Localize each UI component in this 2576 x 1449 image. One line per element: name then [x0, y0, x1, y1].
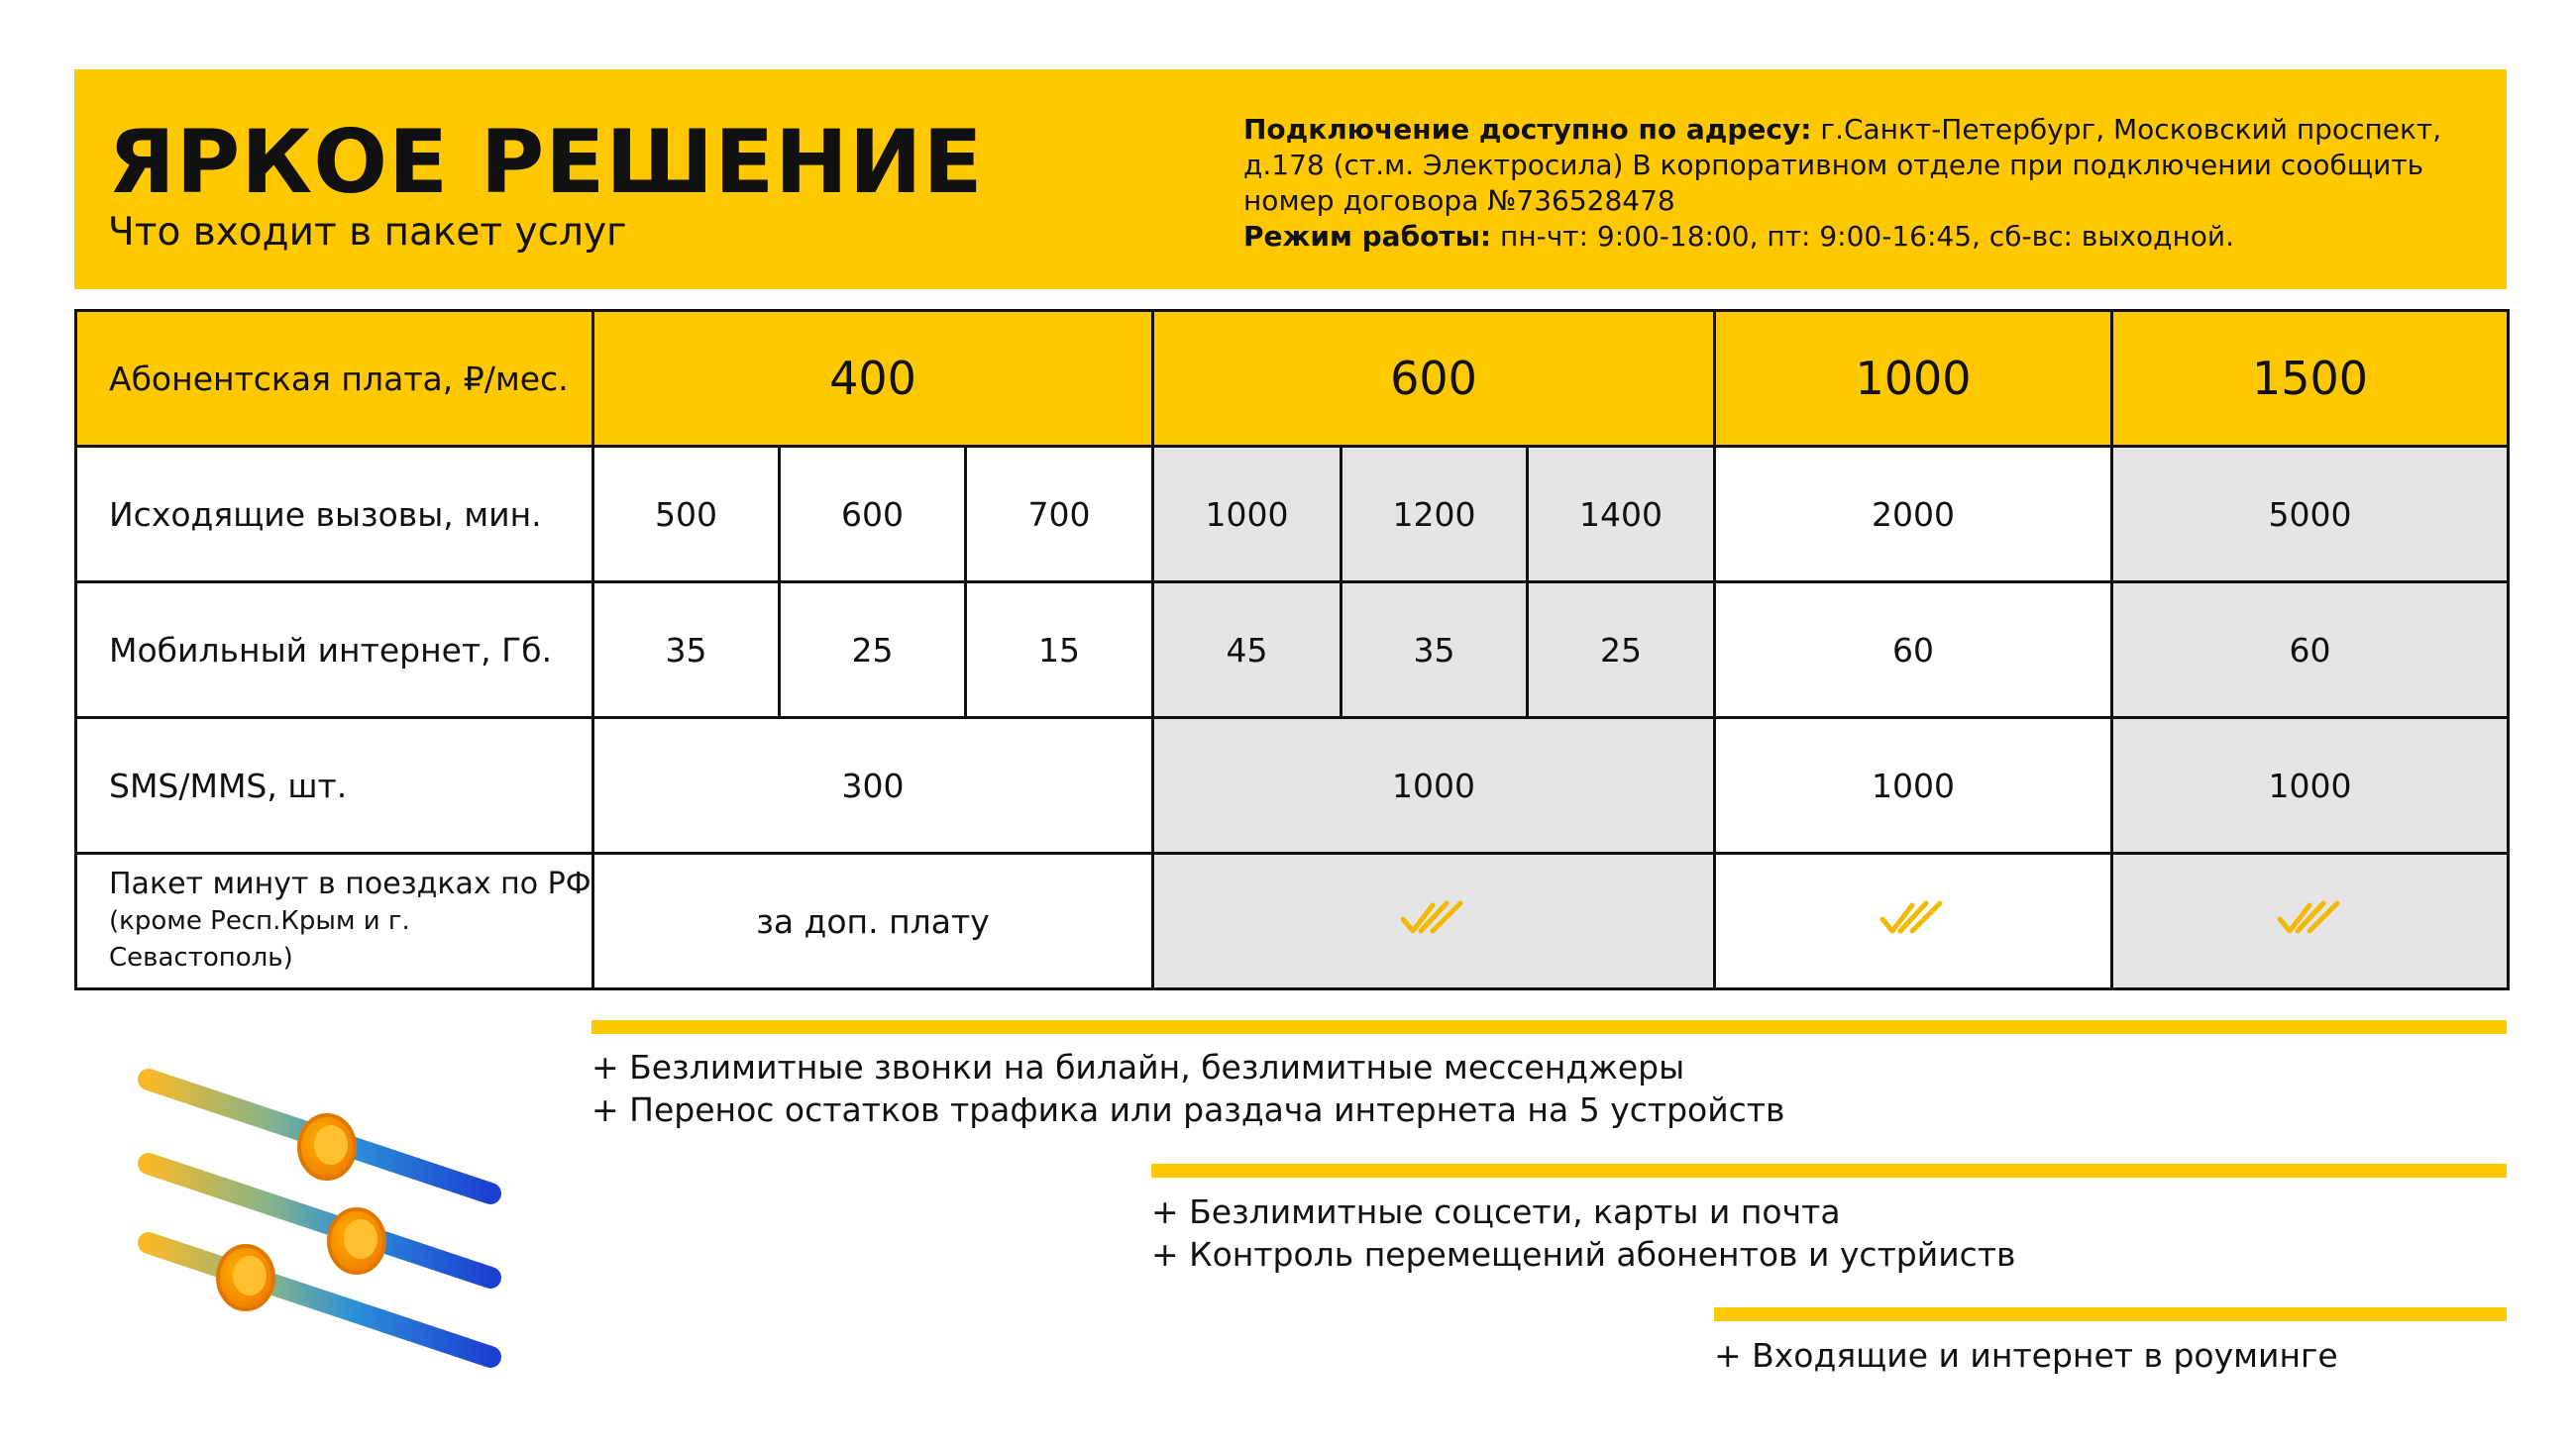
feature-bar-3: [1714, 1307, 2507, 1321]
page-title: ЯРКОЕ РЕШЕНИЕ: [108, 111, 984, 213]
table-cell: 60: [1715, 582, 2112, 718]
address-label: Подключение доступно по адресу:: [1243, 113, 1812, 146]
table-cell: 25: [1528, 582, 1715, 718]
feature-group-1: [591, 1046, 1784, 1131]
table-row-fee: [76, 311, 2509, 447]
table-cell: 25: [780, 582, 966, 718]
header-banner: [74, 69, 2507, 289]
list-item: + Безлимитные звонки на билайн, безлимитные мессенджеры: [591, 1048, 1685, 1087]
table-cell: 700: [966, 447, 1153, 582]
list-item: + Перенос остатков трафика или раздача интернета на 5 устройств: [591, 1090, 1785, 1129]
double-check-icon: [2276, 897, 2345, 937]
table-cell: 35: [1342, 582, 1528, 718]
trips-label-sub: (кроме Респ.Крым и г. Севастополь): [109, 906, 410, 973]
table-cell: 1400: [1528, 447, 1715, 582]
address-block: [1243, 112, 2442, 255]
table-cell: [2112, 854, 2509, 989]
double-check-icon: [1878, 897, 1948, 937]
table-cell: 500: [593, 447, 780, 582]
table-cell: 1200: [1342, 447, 1528, 582]
table-cell: 1000: [2112, 718, 2509, 854]
table-row-internet: [76, 582, 2509, 718]
table-cell: 300: [593, 718, 1153, 854]
table-cell: 5000: [2112, 447, 2509, 582]
fee-label: Абонентская плата, ₽/мес.: [76, 311, 593, 447]
feature-group-2: [1151, 1190, 2015, 1276]
table-cell: 35: [593, 582, 780, 718]
feature-group-3: [1714, 1334, 2338, 1377]
table-cell: [1715, 854, 2112, 989]
table-row-trips: [76, 854, 2509, 989]
address-text: г.Санкт-Петербург, Московский проспект, д.178 (ст.м. Электросила) В корпоративном отделе при подключении сообщить номер договора №736528478: [1243, 113, 2442, 217]
double-check-icon: [1399, 897, 1468, 937]
trips-label-main: Пакет минут в поездках по РФ: [109, 867, 591, 901]
list-item: + Входящие и интернет в роуминге: [1714, 1336, 2338, 1375]
table-cell: 2000: [1715, 447, 2112, 582]
price-1000: 1000: [1715, 311, 2112, 447]
tariff-table: [74, 309, 2510, 990]
list-item: + Контроль перемещений абонентов и устрйиств: [1151, 1235, 2016, 1274]
page-subtitle: Что входит в пакет услуг: [108, 210, 627, 255]
feature-bar-2: [1151, 1164, 2507, 1178]
table-cell: 60: [2112, 582, 2509, 718]
trips-label: [76, 854, 593, 989]
price-1500: 1500: [2112, 311, 2509, 447]
table-cell: 15: [966, 582, 1153, 718]
table-cell: 600: [780, 447, 966, 582]
table-cell: 1000: [1153, 447, 1342, 582]
table-cell: за доп. плату: [593, 854, 1153, 989]
hours-label: Режим работы:: [1243, 220, 1492, 253]
table-cell: [1153, 854, 1715, 989]
price-600: 600: [1153, 311, 1715, 447]
table-row-sms: [76, 718, 2509, 854]
sms-label: SMS/MMS, шт.: [76, 718, 593, 854]
sliders-illustration: [129, 1060, 515, 1377]
price-400: 400: [593, 311, 1153, 447]
list-item: + Безлимитные соцсети, карты и почта: [1151, 1192, 1841, 1231]
feature-bar-1: [591, 1020, 2507, 1034]
table-row-calls: [76, 447, 2509, 582]
table-cell: 45: [1153, 582, 1342, 718]
calls-label: Исходящие вызовы, мин.: [76, 447, 593, 582]
hours-text: пн-чт: 9:00-18:00, пт: 9:00-16:45, сб-вс: выходной.: [1491, 220, 2235, 253]
table-cell: 1000: [1153, 718, 1715, 854]
internet-label: Мобильный интернет, Гб.: [76, 582, 593, 718]
table-cell: 1000: [1715, 718, 2112, 854]
